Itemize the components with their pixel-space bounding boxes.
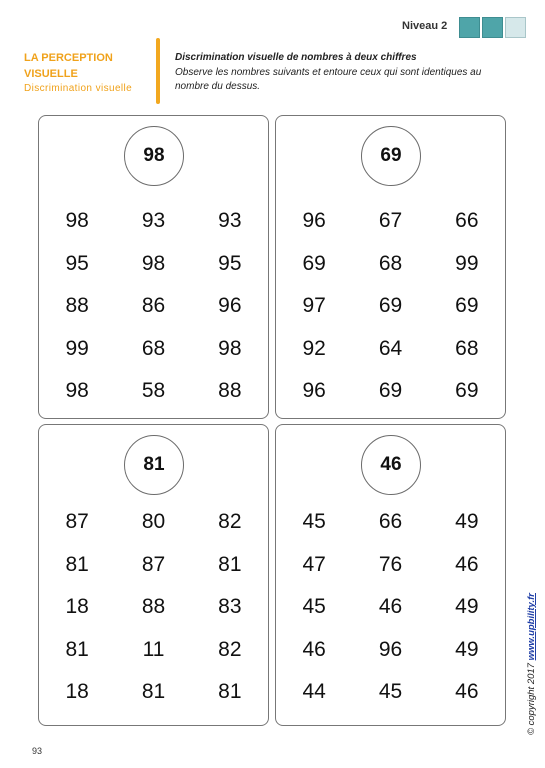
number-item[interactable]: 96 (302, 209, 326, 233)
exercise-panel-1 (38, 115, 269, 419)
number-grid (276, 501, 505, 714)
copyright-notice (526, 593, 537, 735)
number-item[interactable]: 68 (378, 251, 403, 275)
number-item[interactable]: 64 (378, 336, 403, 360)
number-item[interactable]: 46 (302, 637, 326, 661)
number-item[interactable]: 98 (218, 336, 242, 360)
number-item[interactable]: 95 (65, 251, 89, 275)
category-subtitle: Discrimination visuelle (24, 83, 133, 94)
number-item[interactable]: 66 (455, 209, 479, 233)
number-item[interactable]: 46 (455, 552, 479, 576)
header-divider (156, 38, 160, 104)
number-item[interactable]: 69 (378, 294, 403, 318)
number-item[interactable]: 45 (378, 680, 403, 704)
number-item[interactable]: 96 (218, 294, 242, 318)
number-item[interactable]: 49 (455, 510, 479, 534)
number-item[interactable]: 81 (65, 552, 89, 576)
number-item[interactable]: 68 (141, 336, 166, 360)
number-grid (276, 200, 505, 413)
number-grid (39, 200, 268, 413)
number-item[interactable]: 88 (141, 595, 166, 619)
number-item[interactable]: 96 (302, 379, 326, 403)
number-item[interactable]: 81 (218, 552, 242, 576)
level-label: Niveau 2 (402, 20, 448, 32)
number-item[interactable]: 96 (378, 637, 403, 661)
number-item[interactable]: 98 (141, 251, 166, 275)
level-square-3 (505, 17, 526, 38)
category-title: LA PERCEPTION VISUELLE (24, 52, 113, 80)
number-item[interactable]: 99 (65, 336, 89, 360)
number-item[interactable]: 98 (65, 209, 89, 233)
number-item[interactable]: 98 (65, 379, 89, 403)
number-item[interactable]: 95 (218, 251, 242, 275)
number-item[interactable]: 86 (141, 294, 166, 318)
number-item[interactable]: 47 (302, 552, 326, 576)
number-item[interactable]: 87 (141, 552, 166, 576)
exercise-panel-3 (38, 424, 269, 726)
number-item[interactable]: 92 (302, 336, 326, 360)
page-number: 93 (32, 746, 43, 756)
number-item[interactable]: 18 (65, 595, 89, 619)
number-item[interactable]: 69 (302, 251, 326, 275)
number-item[interactable]: 88 (65, 294, 89, 318)
number-item[interactable]: 66 (378, 510, 403, 534)
number-item[interactable]: 80 (141, 510, 166, 534)
number-item[interactable]: 69 (455, 294, 479, 318)
number-grid (39, 501, 268, 714)
number-item[interactable]: 99 (455, 251, 479, 275)
level-square-1 (459, 17, 480, 38)
number-item[interactable]: 11 (142, 637, 165, 661)
exercise-panel-4 (275, 424, 506, 726)
number-item[interactable]: 88 (218, 379, 242, 403)
target-number-circle: 98 (124, 126, 184, 186)
number-item[interactable]: 82 (218, 637, 242, 661)
instruction-title: Discrimination visuelle de nombres à deux chiffres (175, 52, 417, 63)
number-item[interactable]: 46 (378, 595, 403, 619)
number-item[interactable]: 44 (302, 680, 326, 704)
exercise-panel-2 (275, 115, 506, 419)
copyright-link[interactable]: www.upbility.fr (526, 593, 537, 661)
number-item[interactable]: 69 (378, 379, 403, 403)
number-item[interactable]: 49 (455, 637, 479, 661)
target-number-circle: 69 (361, 126, 421, 186)
number-item[interactable]: 81 (65, 637, 89, 661)
instruction-text: Observe les nombres suivants et entoure ceux qui sont identiques au nombre du dessus. (175, 67, 482, 92)
number-item[interactable]: 81 (141, 680, 166, 704)
level-square-2 (482, 17, 503, 38)
target-number-circle: 46 (361, 435, 421, 495)
number-item[interactable]: 49 (455, 595, 479, 619)
number-item[interactable]: 18 (65, 680, 89, 704)
number-item[interactable]: 82 (218, 510, 242, 534)
number-item[interactable]: 93 (141, 209, 166, 233)
number-item[interactable]: 45 (302, 510, 326, 534)
level-indicator (459, 17, 526, 38)
copyright-text: © copyright 2017 (526, 660, 537, 735)
number-item[interactable]: 93 (218, 209, 242, 233)
number-item[interactable]: 76 (378, 552, 403, 576)
number-item[interactable]: 67 (378, 209, 403, 233)
number-item[interactable]: 81 (218, 680, 242, 704)
number-item[interactable]: 83 (218, 595, 242, 619)
number-item[interactable]: 46 (455, 680, 479, 704)
number-item[interactable]: 58 (141, 379, 166, 403)
number-item[interactable]: 45 (302, 595, 326, 619)
number-item[interactable]: 87 (65, 510, 89, 534)
number-item[interactable]: 68 (455, 336, 479, 360)
target-number-circle: 81 (124, 435, 184, 495)
number-item[interactable]: 97 (302, 294, 326, 318)
number-item[interactable]: 69 (455, 379, 479, 403)
